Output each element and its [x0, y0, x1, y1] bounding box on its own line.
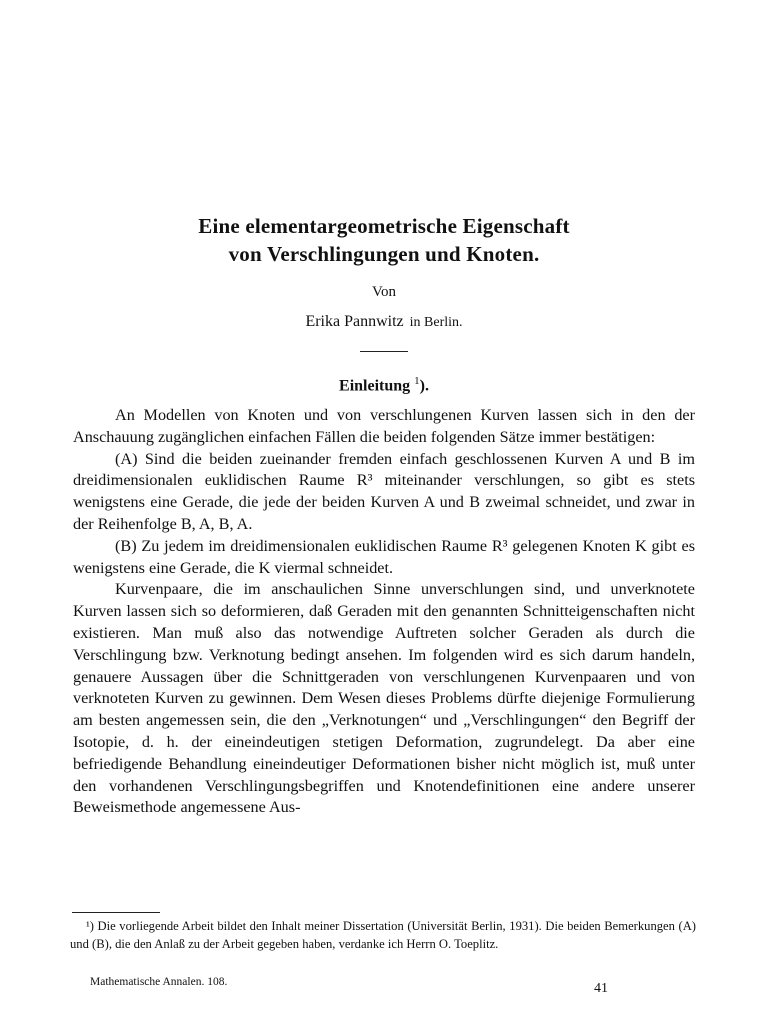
paper-title-line-1: Eine elementargeometrische Eigenschaft [198, 214, 570, 238]
byline-von: Von [372, 284, 396, 300]
paragraph-theorem-b: (B) Zu jedem im dreidimensionalen euklidischen Raume R³ gelegenen Knoten K gibt es wenigstens eine Gerade, die K viermal schneidet. [73, 536, 695, 577]
title-divider [360, 351, 408, 352]
journal-reference: Mathematische Annalen. 108. [90, 976, 228, 988]
paragraph-theorem-a: (A) Sind die beiden zueinander fremden einfach geschlossenen Kurven A und B im dreidimensionalen euklidischen Raume R³ miteinander verschlungen, so gibt es stets wenigstens eine Gerade, die jede der beiden Kurven A und B zweimal schneidet, und zwar in der Reihenfolge B, A, B, A. [73, 449, 695, 533]
body-text [73, 405, 695, 819]
author-line [0, 313, 768, 331]
footnote-text: ¹) Die vorliegende Arbeit bildet den Inhalt meiner Dissertation (Universität Berlin, 1931). Die beiden Bemerkungen (A) und (B), die den Anlaß zu der Arbeit gegeben haben, verdanke ich Herrn O. Toeplitz. [70, 919, 696, 951]
paragraph-discussion: Kurvenpaare, die im anschaulichen Sinne unverschlungen sind, und unverknotete Kurven lassen sich so deformieren, daß Geraden mit den genannten Schnitteigenschaften nicht existieren. Man muß also das notwendige Auftreten solcher Geraden als durch die Verschlingung bzw. Verknotung bedingt ansehen. Im folgenden wird es sich darum handeln, genauere Aussagen über die Schnittgeraden von verschlungenen Kurvenpaaren und von verknoteten Kurven zu gewinnen. Dem Wesen dieses Problems dürfte diejenige Formulierung am besten angemessen sein, die den „Verknotungen“ und „Verschlingungen“ den Begriff der Isotopie, d. h. der eineindeutigen stetigen Deformation, zugrundelegt. Da aber eine befriedigende Behandlung eineindeutiger Deformationen bisher nicht möglich ist, muß unter den vorhandenen Verschlingungsbegriffen und Knotendefinitionen eine andere unserer Beweismethode angemessene Aus- [73, 580, 695, 817]
section-heading [0, 375, 768, 395]
footnote-marker: 1 [414, 375, 420, 387]
section-title: Einleitung [339, 377, 411, 395]
paragraph-intro: An Modellen von Knoten und von verschlungenen Kurven lassen sich in den der Anschauung zugänglichen einfachen Fällen die beiden folgenden Sätze immer bestätigen: [73, 406, 695, 446]
section-title-end: ). [419, 377, 429, 395]
footnote [70, 918, 696, 953]
paper-title-line-2: von Verschlingungen und Knoten. [228, 242, 540, 266]
footnote-divider [72, 912, 160, 913]
author-name: Erika Pannwitz [305, 313, 404, 330]
page-number: 41 [594, 981, 608, 996]
author-location: in Berlin. [409, 315, 463, 330]
